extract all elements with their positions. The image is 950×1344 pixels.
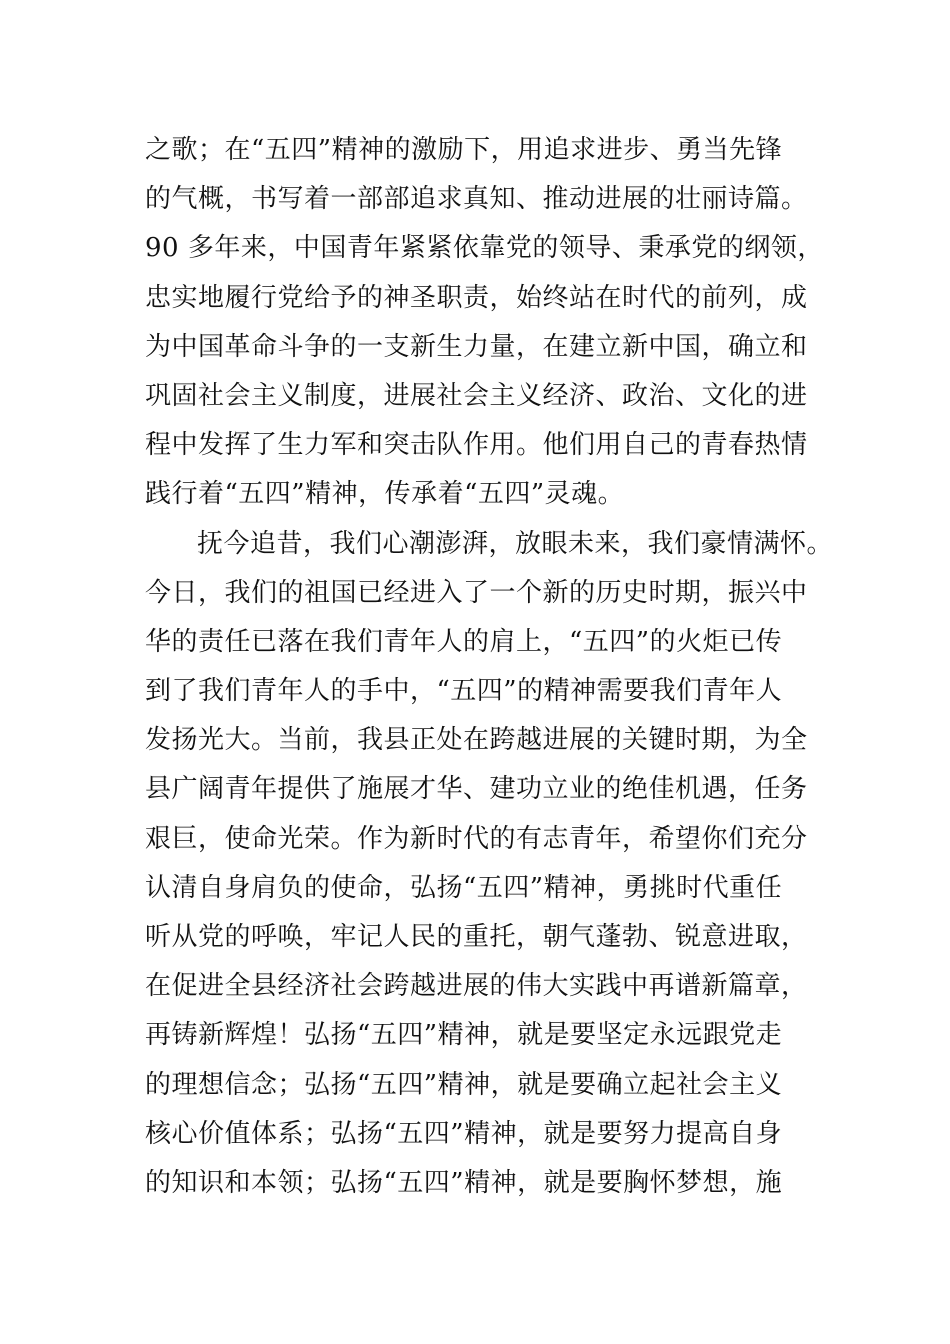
- text-line-15: 艰巨，使命光荣。作为新时代的有志青年，希望你们充分: [145, 823, 808, 854]
- text-line-14: 县广阔青年提供了施展才华、建功立业的绝佳机遇，任务: [145, 774, 808, 805]
- text-line-8: 践行着“五四”精神，传承着“五四”灵魂。: [145, 479, 625, 510]
- text-line-11: 华的责任已落在我们青年人的肩上，“五四”的火炬已传: [145, 626, 783, 657]
- text-line-5: 为中国革命斗争的一支新生力量，在建立新中国，确立和: [145, 331, 808, 362]
- text-line-6: 巩固社会主义制度，进展社会主义经济、政治、文化的进: [145, 380, 808, 411]
- text-line-20: 的理想信念；弘扬“五四”精神，就是要确立起社会主义: [145, 1069, 783, 1100]
- text-line-13: 发扬光大。当前，我县正处在跨越进展的关键时期，为全: [145, 725, 808, 756]
- text-line-7: 程中发挥了生力军和突击队作用。他们用自己的青春热情: [145, 430, 808, 461]
- text-line-3: 90 多年来，中国青年紧紧依靠党的领导、秉承党的纲领，: [145, 233, 824, 264]
- text-line-1: 之歌；在“五四”精神的激励下，用追求进步、勇当先锋: [145, 135, 783, 165]
- text-line-16: 认清自身肩负的使命，弘扬“五四”精神，勇挑时代重任: [145, 872, 783, 903]
- text-line-2: 的气概，书写着一部部追求真知、推动进展的壮丽诗篇。: [145, 184, 808, 215]
- text-line-10: 今日，我们的祖国已经进入了一个新的历史时期，振兴中: [145, 577, 808, 608]
- text-line-21: 核心价值体系；弘扬“五四”精神，就是要努力提高自身: [145, 1118, 783, 1149]
- text-line-18: 在促进全县经济社会跨越进展的伟大实践中再谱新篇章，: [145, 971, 808, 1002]
- text-line-19: 再铸新辉煌！弘扬“五四”精神，就是要坚定永远跟党走: [145, 1020, 783, 1051]
- text-line-4: 忠实地履行党给予的神圣职责，始终站在时代的前列，成: [145, 282, 808, 313]
- text-line-9: 抚今追昔，我们心潮澎湃，放眼未来，我们豪情满怀。: [197, 528, 834, 559]
- text-line-17: 听从党的呼唤，牢记人民的重托，朝气蓬勃、锐意进取，: [145, 922, 808, 952]
- body-text: [145, 126, 834, 1208]
- text-line-12: 到了我们青年人的手中，“五四”的精神需要我们青年人: [145, 676, 783, 707]
- text-line-22: 的知识和本领；弘扬“五四”精神，就是要胸怀梦想，施: [145, 1167, 783, 1198]
